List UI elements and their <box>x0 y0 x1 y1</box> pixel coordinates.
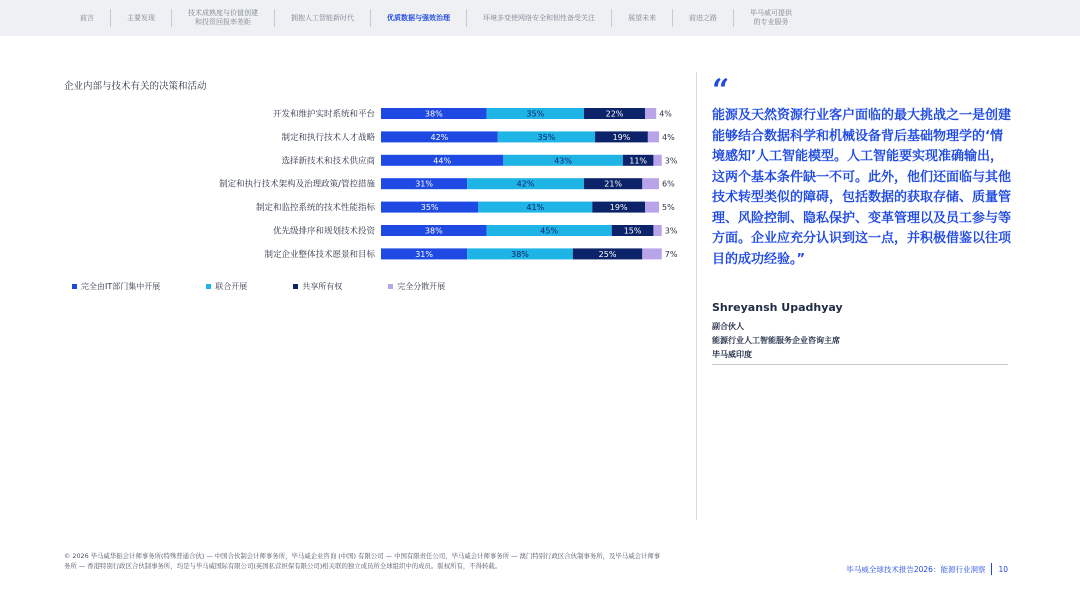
data-label: 6% <box>662 179 675 189</box>
data-label: 35% <box>537 132 556 142</box>
data-label: 21% <box>604 179 623 189</box>
top-navigation <box>0 0 1080 36</box>
nav-tab-2[interactable]: 主要发现 <box>127 13 155 22</box>
nav-tab-6[interactable]: 环境多变使网络安全和韧性备受关注 <box>483 13 595 22</box>
nav-tab-7[interactable]: 展望未来 <box>628 13 656 22</box>
data-label: 45% <box>540 226 559 236</box>
data-label: 19% <box>609 203 628 213</box>
author-company: 毕马威印度 <box>712 350 752 359</box>
category-label: 开发和维护实时系统和平台 <box>272 109 375 120</box>
nav-tab-5[interactable]: 优质数据与强效治理 <box>387 13 450 22</box>
category-label: 制定和监控系统的技术性能指标 <box>255 203 375 214</box>
bar-segment <box>645 108 656 119</box>
data-label: 22% <box>605 109 624 119</box>
quote-icon: “ <box>712 73 730 108</box>
nav-tab-1[interactable]: 前言 <box>80 13 94 22</box>
category-label: 优先级排序和规划技术投资 <box>272 226 375 237</box>
category-label: 制定和执行技术人才战略 <box>281 132 375 143</box>
data-label: 25% <box>598 249 617 259</box>
data-label: 43% <box>554 156 572 166</box>
page-number: 10 <box>998 564 1008 574</box>
author-role: 副合伙人 <box>712 322 744 331</box>
bar-segment <box>648 131 659 142</box>
data-label: 35% <box>526 109 545 119</box>
bar-segment <box>653 155 661 166</box>
data-label: 38% <box>424 226 443 236</box>
legend-label: 完全由IT部门集中开展 <box>81 282 161 291</box>
category-label: 选择新技术和技术供应商 <box>281 156 375 167</box>
legend-item <box>293 281 342 292</box>
bar-segment <box>642 248 661 259</box>
quote-text: 能源及天然资源行业客户面临的最大挑战之一是创建能够结合数据科学和机械设备背后基础物理学的‘情境感知’人工智能模型。人工智能要实现准确输出，这两个基本条件缺一不可。此外，他们还面临与其他技术转型类似的障碍，包括数据的获取存储、质量管理、风险控制、隐私保护、变革管理以及员工参与等方面。企业应充分认识到这一点，并积极借鉴以往项目的成功经验。” <box>712 108 1012 267</box>
category-label: 制定和执行技术架构及治理政策/管控措施 <box>219 179 375 190</box>
panel-divider <box>696 72 697 520</box>
legend-item <box>72 281 160 292</box>
footer-separator <box>991 563 992 575</box>
legend-label: 联合开展 <box>215 282 248 291</box>
chart-title: 企业内部与技术有关的决策和活动 <box>64 81 207 92</box>
data-label: 3% <box>664 156 678 166</box>
data-label: 15% <box>623 226 642 236</box>
data-label: 4% <box>659 109 672 119</box>
data-label: 3% <box>664 226 678 236</box>
legend-item <box>388 281 445 292</box>
data-label: 31% <box>415 179 433 189</box>
bar-segment <box>645 202 659 213</box>
data-label: 31% <box>415 249 433 259</box>
stacked-bar-chart <box>64 100 684 270</box>
data-label: 19% <box>612 132 631 142</box>
data-label: 42% <box>516 179 535 189</box>
quote-author: Shreyansh Upadhyay <box>712 301 843 314</box>
legend-label: 完全分散开展 <box>397 282 446 291</box>
nav-tab-8[interactable]: 前进之路 <box>689 13 717 22</box>
data-label: 44% <box>433 156 452 166</box>
author-divider <box>712 364 1008 365</box>
data-label: 38% <box>424 109 443 119</box>
nav-tab-3[interactable]: 技术成熟度与价值创建 和投资回报率差距 <box>188 9 258 26</box>
chart-legend <box>72 281 445 292</box>
legend-swatch <box>388 284 393 289</box>
footer-report-info <box>846 563 1008 575</box>
bar-segment <box>653 225 661 236</box>
nav-tab-4[interactable]: 拥抱人工智能新时代 <box>291 13 354 22</box>
category-label: 制定企业整体技术愿景和目标 <box>264 249 375 260</box>
data-label: 11% <box>629 156 648 166</box>
legend-swatch <box>206 284 211 289</box>
data-label: 38% <box>511 249 529 259</box>
data-label: 35% <box>420 203 439 213</box>
data-label: 42% <box>430 132 449 142</box>
footer-legal: © 2026 毕马威华振会计师事务所(特殊普通合伙) — 中国合伙制会计师事务所，毕马威企业咨询 (中国) 有限公司 — 中国有限责任公司，毕马威会计师事务所 — 澳门特别行政区合伙制事务所，及毕马威会计师事务所 — 香港特别行政区合伙制事务所，均是与毕马威国际有限公司(英国私营担保有限公司)相关联的独立成员所全球组织中的成员。版权所有，不得转载。 <box>64 552 661 570</box>
bar-segment <box>642 178 659 189</box>
legend-item <box>206 281 247 292</box>
data-label: 41% <box>526 203 545 213</box>
author-department: 能源行业人工智能服务企业咨询主席 <box>712 336 840 345</box>
data-label: 7% <box>664 249 678 259</box>
legend-label: 共享所有权 <box>302 282 343 291</box>
nav-tab-9[interactable]: 毕马威可提供 的专业服务 <box>750 9 792 26</box>
data-label: 4% <box>662 132 675 142</box>
data-label: 5% <box>662 203 675 213</box>
legend-swatch <box>72 284 77 289</box>
legend-swatch <box>293 284 298 289</box>
report-title: 毕马威全球技术报告2026：能源行业洞察 <box>846 564 986 574</box>
